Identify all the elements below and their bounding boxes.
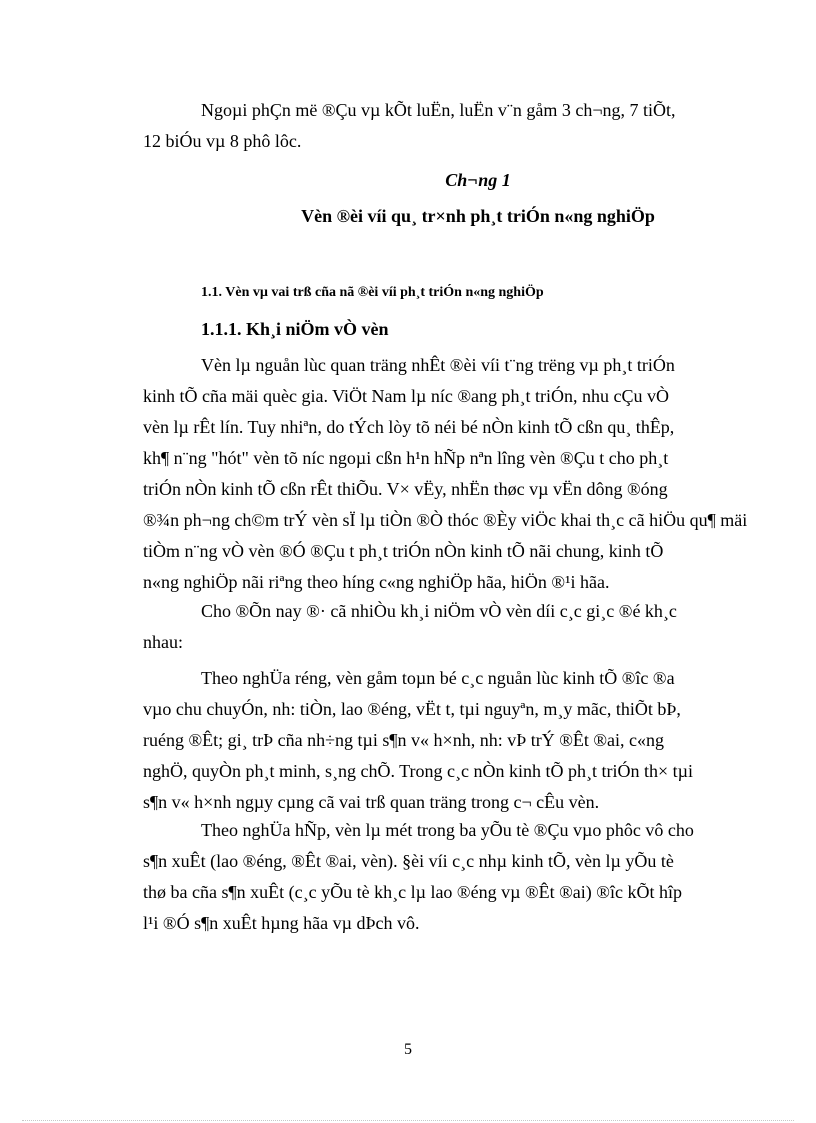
- text-line: ®¾n ph¬ng ch©m trÝ vèn sÏ lµ tiÒn ®Ò thóc ®Èy viÖc khai th¸c cã hiÖu qu¶ mäi: [143, 510, 748, 530]
- page-number: 5: [404, 1041, 412, 1058]
- text-line: nhau:: [143, 632, 183, 652]
- text-line: tiÒm n¨ng vÒ vèn ®Ó ®Çu t ph¸t triÓn nÒn kinh tÕ nãi chung, kinh tÕ: [143, 541, 664, 561]
- text-line: Ngoµi phÇn më ®Çu vµ kÕt luËn, luËn v¨n gåm 3 ch¬ng, 7 tiÕt,: [201, 100, 676, 120]
- chapter-label: Ch¬ng 1: [445, 170, 511, 190]
- text-line: triÓn nÒn kinh tÕ cßn rÊt thiÕu. V× vËy, nhËn thøc vµ vËn dông ®óng: [143, 479, 668, 499]
- body-paragraph: [143, 663, 765, 818]
- text-line: Cho ®Õn nay ®· cã nhiÒu kh¸i niÖm vÒ vèn díi c¸c gi¸c ®é kh¸c: [201, 601, 677, 621]
- body-paragraph: [143, 350, 765, 598]
- text-line: thø ba cña s¶n xuÊt (c¸c yÕu tè kh¸c lµ lao ®éng vµ ®Êt ®ai) ®îc kÕt hîp: [143, 882, 682, 902]
- body-paragraph: [143, 596, 765, 658]
- text-line: Theo nghÜa hÑp, vèn lµ mét trong ba yÕu tè ®Çu vµo phôc vô cho: [201, 820, 694, 840]
- text-line: kh¶ n¨ng "hót" vèn tõ níc ngoµi cßn h¹n hÑp nªn lîng vèn ®Çu t cho ph¸t: [143, 448, 669, 468]
- text-line: vµo chu chuyÓn, nh: tiÒn, lao ®éng, vËt t, tµi nguyªn, m¸y mãc, thiÕt bÞ,: [143, 699, 681, 719]
- text-line: s¶n xuÊt (lao ®éng, ®Êt ®ai, vèn). §èi víi c¸c nhµ kinh tÕ, vèn lµ yÕu tè: [143, 851, 674, 871]
- body-paragraph: [143, 815, 765, 939]
- chapter-title: Vèn ®èi víi qu¸ tr×nh ph¸t triÓn n«ng nghiÖp: [301, 206, 655, 226]
- text-line: l¹i ®Ó s¶n xuÊt hµng hãa vµ dÞch vô.: [143, 913, 420, 933]
- text-line: vèn lµ rÊt lín. Tuy nhiªn, do tÝch lòy tõ néi bé nÒn kinh tÕ cßn qu¸ thÊp,: [143, 417, 675, 437]
- text-line: kinh tÕ cña mäi quèc gia. ViÖt Nam lµ níc ®ang ph¸t triÓn, nhu cÇu vÒ: [143, 386, 670, 406]
- text-line: Theo nghÜa réng, vèn gåm toµn bé c¸c nguån lùc kinh tÕ ®îc ®a: [201, 668, 675, 688]
- subsection-heading: 1.1.1. Kh¸i niÖm vÒ vèn: [201, 319, 389, 339]
- text-line: ruéng ®Êt; gi¸ trÞ cña nh÷ng tµi s¶n v« h×nh, nh: vÞ trÝ ®Êt ®ai, c«ng: [143, 730, 665, 750]
- intro-paragraph: [143, 95, 765, 157]
- text-line: Vèn lµ nguån lùc quan träng nhÊt ®èi víi t¨ng trëng vµ ph¸t triÓn: [201, 355, 675, 375]
- text-line: nghÖ, quyÒn ph¸t minh, s¸ng chÕ. Trong c¸c nÒn kinh tÕ ph¸t triÓn th× tµi: [143, 761, 694, 781]
- text-line: n«ng nghiÖp nãi riªng theo híng c«ng nghiÖp hãa, hiÖn ®¹i hãa.: [143, 572, 610, 592]
- text-line: s¶n v« h×nh ngµy cµng cã vai trß quan träng trong c¬ cÊu vèn.: [143, 792, 600, 812]
- section-heading: 1.1. Vèn vµ vai trß cña nã ®èi víi ph¸t triÓn n«ng nghiÖp: [201, 285, 544, 300]
- page-bottom-divider: [22, 1120, 794, 1121]
- text-line: 12 biÓu vµ 8 phô lôc.: [143, 131, 302, 151]
